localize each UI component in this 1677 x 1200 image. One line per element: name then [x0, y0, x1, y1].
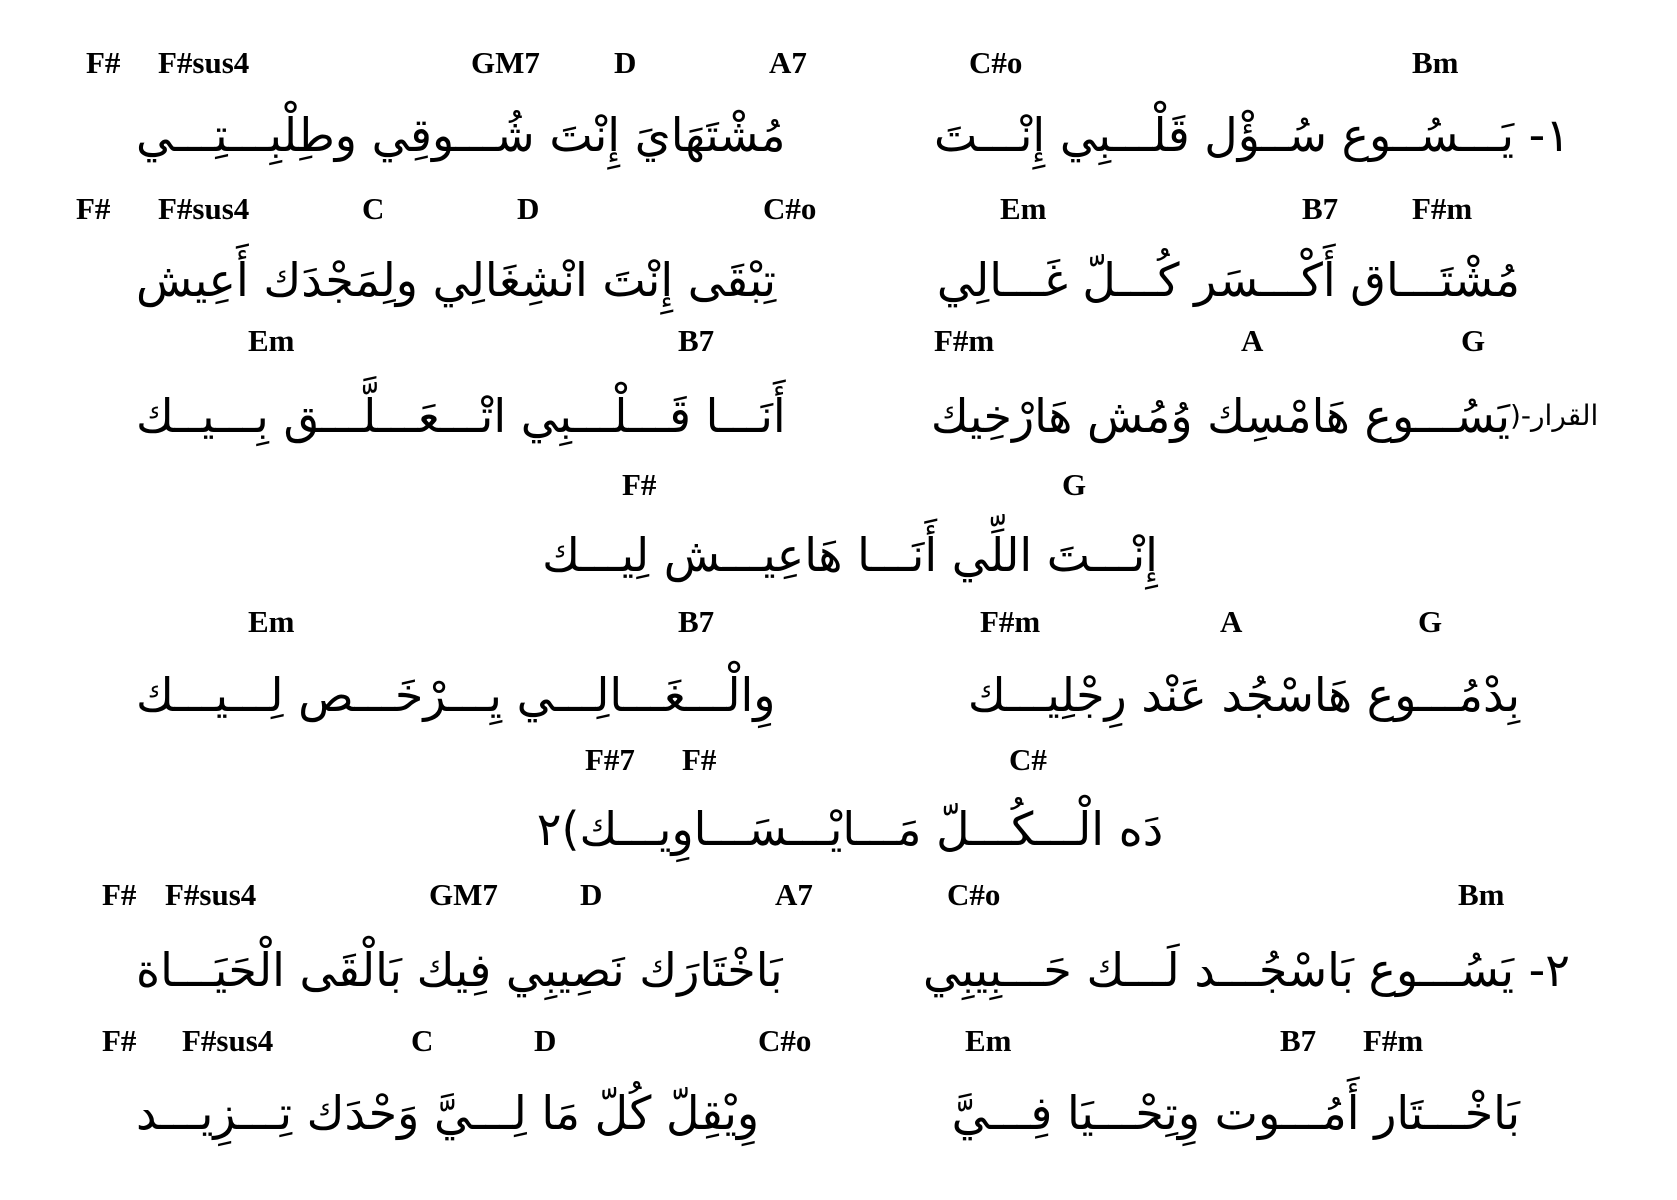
chord: F# — [76, 191, 111, 226]
chord: A — [1220, 604, 1243, 639]
chord: F# — [682, 742, 717, 777]
chord: F#m — [1363, 1023, 1424, 1058]
chord: F# — [86, 45, 121, 80]
lyric-line-right: بِدْمُـــوع هَاسْجُد عَنْد رِجْلِيـــك — [967, 668, 1520, 722]
chord: GM7 — [429, 877, 498, 912]
chord: D — [517, 191, 540, 226]
chord: F# — [102, 877, 137, 912]
chord: F#m — [980, 604, 1041, 639]
chord: C#o — [763, 191, 817, 226]
refrain-label: القرار-( — [1510, 399, 1599, 432]
chord: B7 — [678, 323, 715, 358]
chord: A7 — [769, 45, 807, 80]
chord: Em — [248, 604, 295, 639]
chord: B7 — [678, 604, 715, 639]
chord: D — [614, 45, 637, 80]
chord: A — [1241, 323, 1264, 358]
chord: A7 — [775, 877, 813, 912]
chord: Em — [1000, 191, 1047, 226]
lyric-line-left: تِبْقَى إِنْتَ انْشِغَالِي ولِمَجْدَك أَعِيش — [136, 253, 777, 307]
lyric-line-left: مُشْتَهَايَ إِنْتَ شُـــوقِي وطِلْبِـــتِـــي — [136, 108, 786, 162]
chord: C#o — [947, 877, 1001, 912]
chord: GM7 — [471, 45, 540, 80]
chord: C#o — [758, 1023, 812, 1058]
chord: B7 — [1302, 191, 1339, 226]
chord: F#m — [934, 323, 995, 358]
chord: F#7 — [585, 742, 635, 777]
chord: Bm — [1412, 45, 1459, 80]
chord: G — [1418, 604, 1443, 639]
chord: D — [580, 877, 603, 912]
chord: F#sus4 — [182, 1023, 274, 1058]
lyric-line-right: ١- يَـــسُــوع سُــؤْل قَلْـــبِي إِنْـــتَ — [934, 108, 1570, 162]
lyric-line-right: بَاخْـــتَار أَمُـــوت وِتِحْـــيَا فِـــيَّ — [951, 1086, 1520, 1140]
chord: F#sus4 — [158, 45, 250, 80]
chord: D — [534, 1023, 557, 1058]
chord: F#m — [1412, 191, 1473, 226]
lyric-line-center: دَه الْـــكُـــلّ مَـــايْـــسَـــاوِيـــك)٢ — [536, 802, 1164, 856]
chord: G — [1461, 323, 1486, 358]
chord: C — [411, 1023, 434, 1058]
lyric-line-right: مُشْتَـــاق أَكْـــسَر كُـــلّ غَـــالِي — [936, 253, 1520, 307]
lyric-line-left: وِيْقِلّ كُلّ مَا لِـــيَّ وَحْدَك تِـــزِيـــد — [136, 1086, 760, 1140]
lyric-line-left: أَنَـــا قَـــلْـــبِي اتْـــعَـــلَّـــق بِـــيــك — [136, 389, 786, 443]
lyric-line-center: إِنْـــتَ اللِّي أَنَـــا هَاعِيـــش لِيـــك — [542, 528, 1158, 582]
chord: B7 — [1280, 1023, 1317, 1058]
chord: C#o — [969, 45, 1023, 80]
chord: F#sus4 — [165, 877, 257, 912]
chord: Em — [248, 323, 295, 358]
lyric-line-right: يَسُـــوع هَامْسِك وُمُش هَارْخِيك — [930, 389, 1510, 443]
lyric-line-left: وِالْـــغَـــالِـــي يِـــرْخَـــص لِـــيـــك — [136, 668, 776, 722]
chord: C — [362, 191, 385, 226]
lyric-line-right: ٢- يَسُـــوع بَاسْجُـــد لَـــك حَـــبِيبِي — [923, 943, 1570, 997]
chord: Em — [965, 1023, 1012, 1058]
chord: F# — [622, 467, 657, 502]
chord: G — [1062, 467, 1087, 502]
chord: F# — [102, 1023, 137, 1058]
chord: F#sus4 — [158, 191, 250, 226]
chord: Bm — [1458, 877, 1505, 912]
lyric-line-left: بَاخْتَارَك نَصِيبِي فِيك بَالْقَى الْحَيَـــاة — [136, 943, 783, 997]
chord: C# — [1009, 742, 1047, 777]
